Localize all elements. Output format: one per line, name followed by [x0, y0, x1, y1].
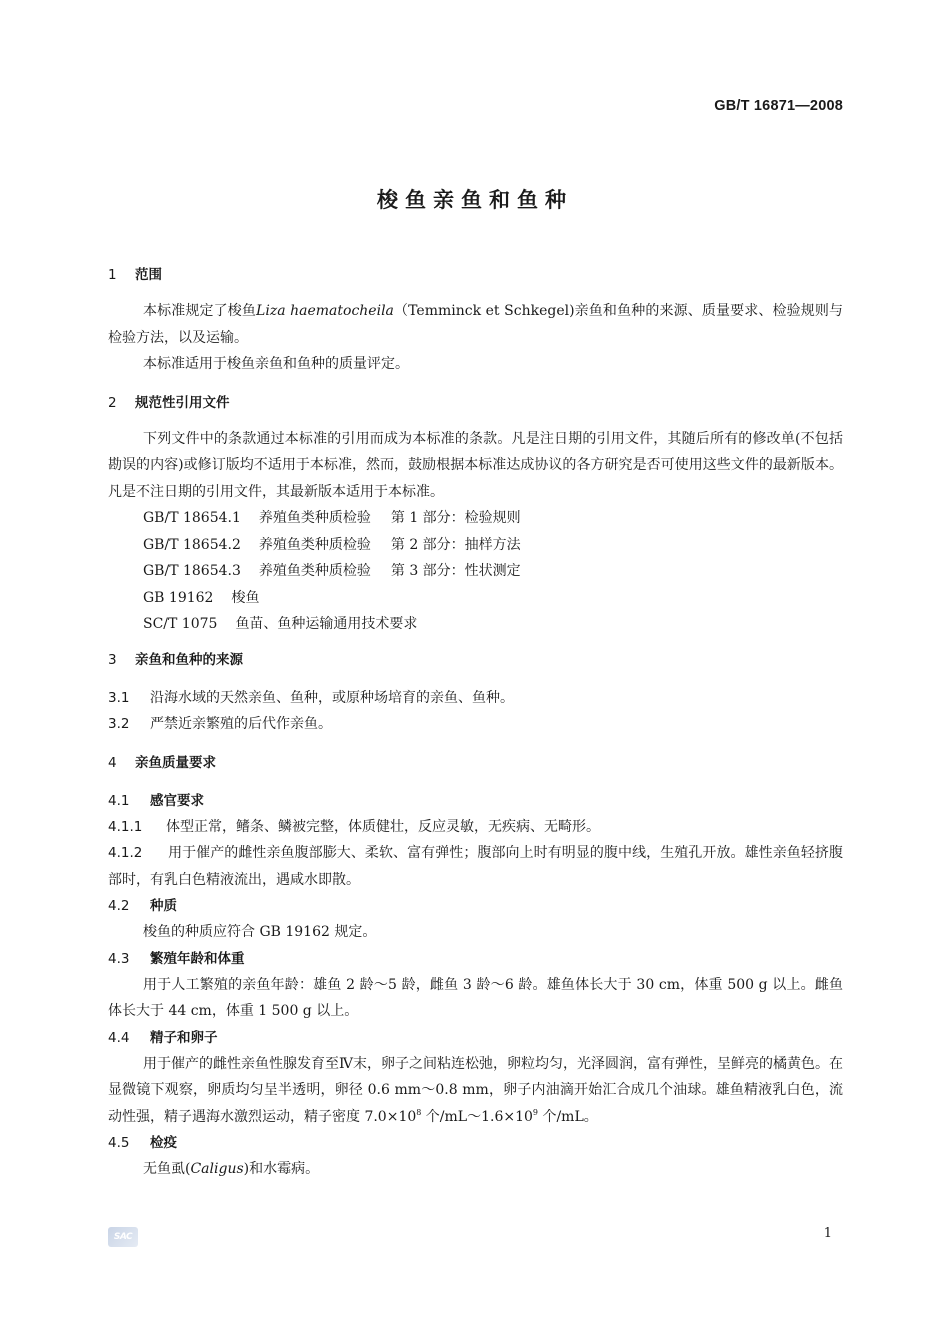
reference-item — [108, 558, 843, 585]
clause-text: 严禁近亲繁殖的后代作亲鱼。 — [150, 716, 332, 732]
text: （Temminck et Schkegel)亲鱼和鱼种的来源、质量要求、检验规则与检验方法，以及运输。 — [108, 303, 844, 346]
document-body — [108, 262, 843, 1183]
subsection-4-4-text — [108, 1051, 843, 1131]
section-number: 4 — [108, 754, 117, 771]
subsection-4-5-heading — [108, 1130, 843, 1156]
subsection-4-4-heading — [108, 1025, 843, 1051]
section-2-heading — [108, 390, 843, 416]
subsection-number: 4.4 — [108, 1029, 130, 1046]
ref-title: 养殖鱼类种质检验 — [258, 563, 371, 579]
reference-item — [108, 585, 843, 612]
ref-code: GB/T 18654.3 — [143, 563, 241, 579]
ref-part: 第 3 部分：性状测定 — [390, 563, 521, 579]
exponent: 9 — [532, 1107, 539, 1117]
clause-number: 3.2 — [108, 716, 130, 732]
section-number: 3 — [108, 651, 117, 668]
document-code: GB/T 16871—2008 — [714, 98, 843, 114]
references-intro: 下列文件中的条款通过本标准的引用而成为本标准的条款。凡是注日期的引用文件，其随后所有的修改单(不包括勘误的内容)或修订版均不适用于本标准，然而，鼓励根据本标准达成协议的各方研究是否可使用这些文件的最新版本。凡是不注日期的引用文件，其最新版本适用于本标准。 — [108, 430, 843, 500]
document-title: 梭鱼亲鱼和鱼种 — [377, 188, 573, 212]
section-4-heading — [108, 750, 843, 776]
reference-item — [108, 532, 843, 559]
subsection-number: 4.1 — [108, 792, 130, 809]
subsection-title: 精子和卵子 — [150, 1029, 218, 1046]
subsection-4-1-heading — [108, 788, 843, 814]
subsection-4-2-text: 梭鱼的种质应符合 GB 19162 规定。 — [143, 924, 377, 940]
section-title: 亲鱼和鱼种的来源 — [135, 651, 243, 668]
section-title: 规范性引用文件 — [135, 394, 230, 411]
clause-text: 沿海水域的天然亲鱼、鱼种，或原种场培育的亲鱼、鱼种。 — [150, 689, 514, 706]
ref-code: SC/T 1075 — [143, 616, 218, 632]
text: 无鱼虱( — [143, 1161, 191, 1177]
sac-logo: SAC — [108, 1227, 138, 1247]
section-number: 2 — [108, 394, 117, 411]
subsection-4-2-heading — [108, 893, 843, 919]
ref-title: 养殖鱼类种质检验 — [258, 536, 371, 553]
scope-paragraph-2: 本标准适用于梭鱼亲鱼和鱼种的质量评定。 — [143, 356, 409, 372]
clause-number: 4.1.2 — [108, 845, 143, 861]
text: )和水霉病。 — [243, 1161, 320, 1177]
subsection-4-5-text — [108, 1156, 843, 1183]
scope-paragraph-1 — [108, 298, 843, 351]
section-number: 1 — [108, 267, 117, 283]
page-number: 1 — [823, 1226, 832, 1241]
section-1-heading — [108, 262, 843, 288]
subsection-title: 检疫 — [150, 1135, 177, 1151]
ref-title: 鱼苗、鱼种运输通用技术要求 — [235, 616, 418, 632]
ref-code: GB/T 18654.2 — [143, 536, 241, 553]
subsection-title: 种质 — [150, 898, 177, 914]
ref-title: 梭鱼 — [231, 589, 260, 606]
ref-part: 第 2 部分：抽样方法 — [390, 536, 521, 553]
subsection-number: 4.5 — [108, 1135, 130, 1151]
reference-item — [108, 611, 843, 638]
text: 本标准规定了梭鱼 — [143, 303, 257, 319]
ref-part: 第 1 部分：检验规则 — [390, 510, 521, 526]
subsection-title: 感官要求 — [150, 792, 204, 809]
subsection-number: 4.2 — [108, 898, 130, 914]
subsection-4-3-heading — [108, 946, 843, 972]
clause-3-1 — [108, 685, 843, 712]
text: 个/mL。 — [538, 1108, 598, 1125]
exponent: 8 — [416, 1107, 422, 1117]
subsection-number: 4.3 — [108, 950, 130, 967]
section-title: 亲鱼质量要求 — [135, 754, 216, 771]
ref-title: 养殖鱼类种质检验 — [258, 510, 371, 526]
clause-number: 3.1 — [108, 689, 130, 706]
clause-text: 用于催产的雌性亲鱼腹部膨大、柔软、富有弹性；腹部向上时有明显的腹中线，生殖孔开放。雄性亲鱼轻挤腹部时，有乳白色精液流出，遇咸水即散。 — [108, 845, 843, 888]
subsection-4-3-text: 用于人工繁殖的亲鱼年龄：雄鱼 2 龄～5 龄，雌鱼 3 龄～6 龄。雄鱼体长大于 30 cm，体重 500 g 以上。雌鱼体长大于 44 cm，体重 1 500 g 以上。 — [108, 976, 843, 1019]
section-3-heading — [108, 647, 843, 673]
clause-4-1-1 — [108, 814, 843, 841]
section-title: 范围 — [135, 267, 162, 283]
subsection-title: 繁殖年龄和体重 — [150, 950, 245, 967]
ref-code: GB/T 18654.1 — [143, 510, 241, 526]
clause-text: 体型正常，鳍条、鳞被完整，体质健壮，反应灵敏，无疾病、无畸形。 — [166, 818, 600, 835]
clause-3-2 — [108, 711, 843, 738]
reference-item — [108, 505, 843, 532]
clause-number: 4.1.1 — [108, 818, 143, 835]
latin-name: Caligus — [190, 1161, 244, 1177]
ref-code: GB 19162 — [143, 589, 214, 606]
text: 个/mL～1.6×10 — [421, 1108, 533, 1125]
latin-name: Liza haematocheila — [256, 303, 394, 319]
clause-4-1-2 — [108, 840, 843, 893]
text: 用于催产的雌性亲鱼性腺发育至Ⅳ末，卵子之间粘连松弛，卵粒均匀，光泽圆润，富有弹性，呈鲜亮的橘黄色。在显微镜下观察，卵质均匀呈半透明，卵径 0.6 mm～0.8 mm，卵子内油滴开始汇合成几个油球。雄鱼精液乳白色，流动性强，精子遇海水激烈运动，精子密度 7.0×10 — [108, 1055, 843, 1125]
